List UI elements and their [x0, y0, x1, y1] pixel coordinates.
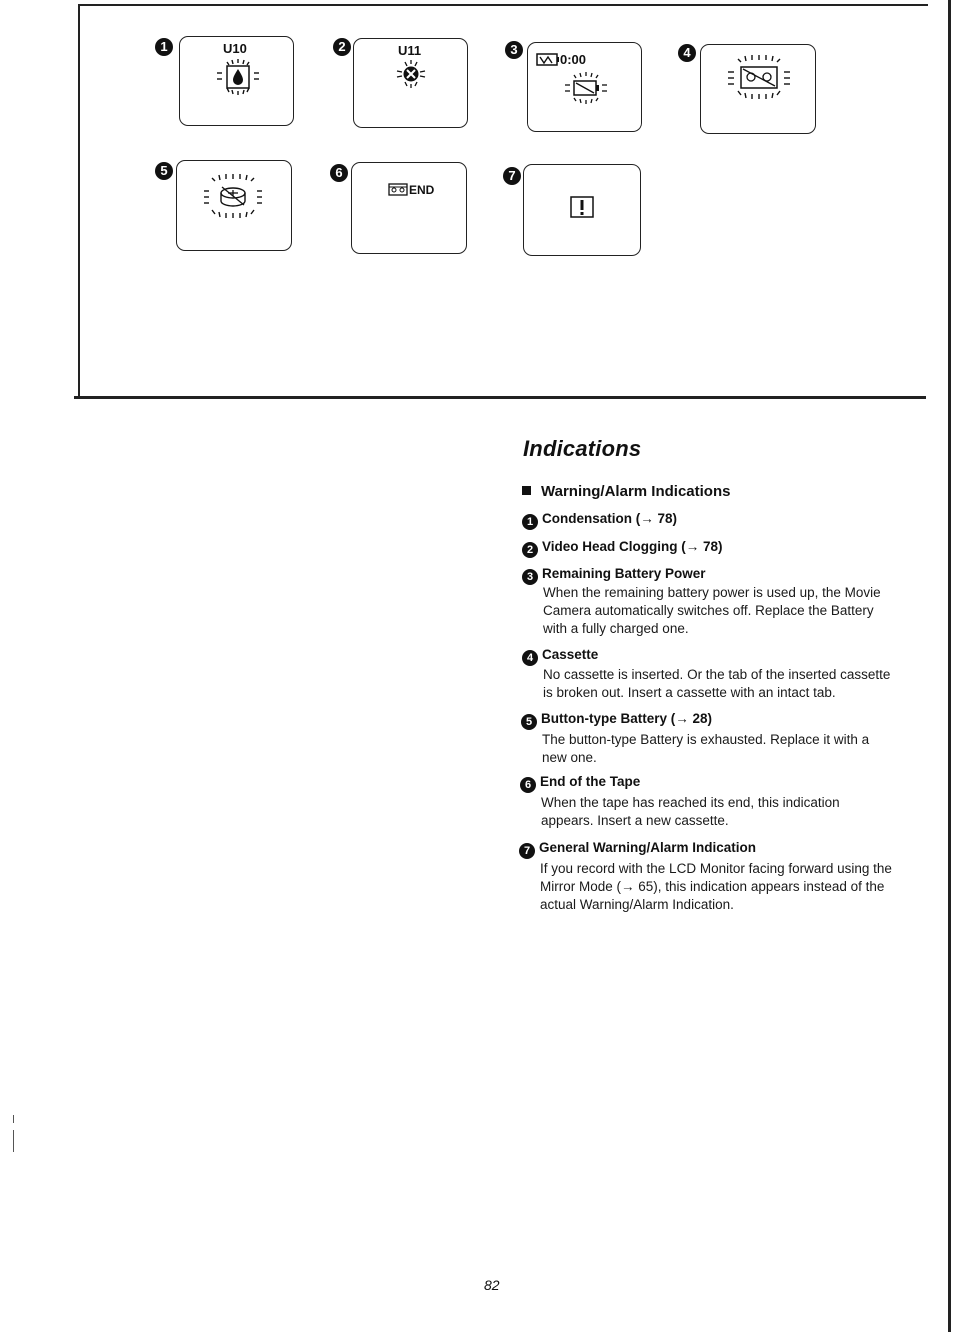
figure-frame-left	[78, 4, 80, 396]
item-title-general-warning	[519, 840, 756, 859]
screen-label: END	[409, 183, 435, 197]
screen-number-badge: 4	[678, 44, 696, 62]
item-number: 4	[522, 650, 538, 666]
cassette-icon	[724, 54, 794, 100]
screen-cassette	[700, 44, 816, 134]
item-title-cassette	[522, 647, 598, 666]
item-title-text: Remaining Battery Power	[542, 566, 706, 581]
figure-frame-bottom	[74, 396, 926, 399]
screen-condensation	[179, 36, 294, 126]
condensation-icon	[213, 57, 263, 97]
body-line: actual Warning/Alarm Indication.	[540, 897, 734, 913]
item-body-battery	[543, 584, 881, 639]
section-title	[522, 483, 730, 500]
body-line: with a fully charged one.	[543, 621, 689, 637]
screen-number-badge: 5	[155, 162, 173, 180]
item-title-text: Cassette	[542, 647, 599, 662]
screen-tape-end	[351, 162, 467, 254]
item-title-battery	[522, 566, 706, 585]
page-edge	[948, 0, 951, 1332]
item-title-condensation	[522, 511, 677, 530]
item-body-cassette	[543, 666, 890, 702]
item-body-tape-end	[541, 794, 840, 830]
item-number: 6	[520, 777, 536, 793]
item-title-text: Condensation (→ 78)	[542, 511, 678, 526]
body-line: is broken out. Insert a cassette with an intact tab.	[543, 685, 836, 701]
screen-number-badge: 1	[155, 38, 173, 56]
section-title-text: Warning/Alarm Indications	[541, 483, 731, 500]
item-body-button-battery	[542, 731, 869, 767]
item-title-text: Video Head Clogging (→ 78)	[542, 539, 723, 554]
item-title-text: General Warning/Alarm Indication	[539, 840, 757, 855]
item-title-text: End of the Tape	[540, 774, 641, 789]
figure-frame-top	[80, 4, 928, 6]
body-line: No cassette is inserted. Or the tab of the inserted cassette	[543, 667, 891, 682]
item-number: 5	[521, 714, 537, 730]
item-body-general-warning	[540, 860, 892, 915]
body-line: Camera automatically switches off. Replace the Battery	[543, 603, 874, 619]
general-warning-icon	[570, 196, 594, 218]
item-number: 1	[522, 514, 538, 530]
body-line: The button-type Battery is exhausted. Replace it with a	[542, 732, 870, 747]
body-line: Mirror Mode (→ 65), this indication appears instead of the	[540, 879, 885, 895]
button-battery-icon	[200, 173, 266, 219]
screen-number-badge: 7	[503, 167, 521, 185]
screen-button-battery	[176, 160, 292, 251]
item-number: 7	[519, 843, 535, 859]
battery-empty-icon	[562, 71, 610, 105]
screen-remaining-battery	[527, 42, 642, 132]
page-number: 82	[484, 1277, 500, 1293]
screen-label: 0:00	[560, 52, 587, 67]
screen-number-badge: 3	[505, 41, 523, 59]
body-line: new one.	[542, 750, 597, 766]
scan-mark	[13, 1115, 14, 1123]
square-bullet-icon	[522, 486, 531, 495]
body-line: If you record with the LCD Monitor facing forward using the	[540, 861, 892, 876]
page-heading: Indications	[523, 436, 642, 461]
item-title-button-battery	[521, 711, 712, 730]
item-title-text: Button-type Battery (→ 28)	[541, 711, 713, 726]
tape-end-icon	[388, 183, 408, 196]
body-line: appears. Insert a new cassette.	[541, 813, 729, 829]
screen-number-badge: 6	[330, 164, 348, 182]
item-number: 2	[522, 542, 538, 558]
screen-label: U10	[223, 41, 247, 56]
body-line: When the tape has reached its end, this indication	[541, 795, 840, 810]
screen-head-clogging	[353, 38, 468, 128]
item-title-tape-end	[520, 774, 640, 793]
item-number: 3	[522, 569, 538, 585]
body-line: When the remaining battery power is used up, the Movie	[543, 585, 881, 600]
item-title-head-clogging	[522, 539, 723, 558]
scan-mark	[13, 1130, 14, 1152]
head-clogging-icon	[394, 59, 428, 89]
screen-general-warning	[523, 164, 641, 256]
screen-label: U11	[398, 43, 422, 58]
screen-number-badge: 2	[333, 38, 351, 56]
battery-small-icon	[536, 53, 560, 67]
